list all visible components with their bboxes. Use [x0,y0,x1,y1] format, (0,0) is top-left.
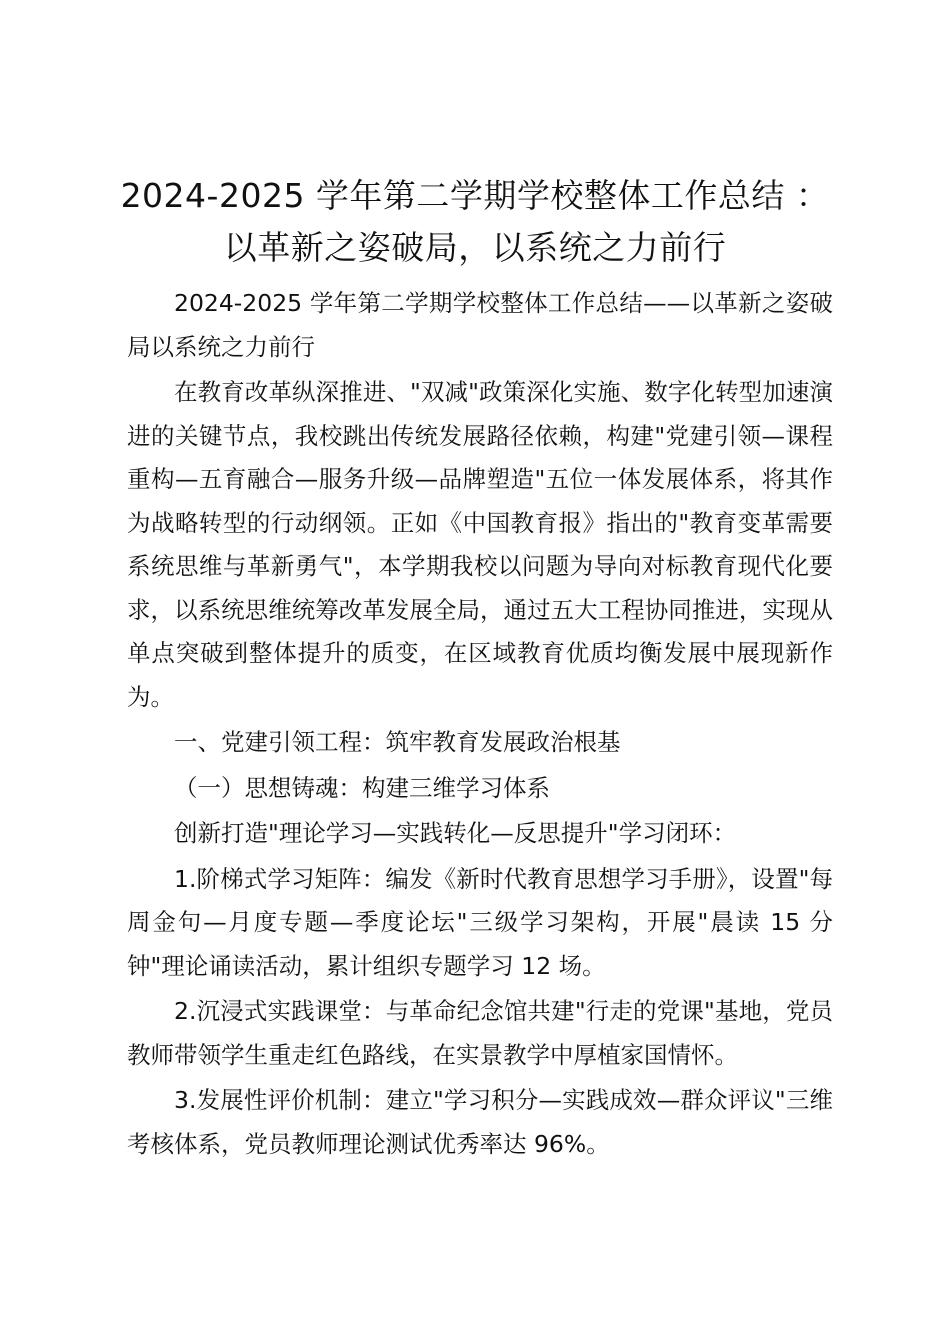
document-body [127,282,833,1166]
title-line-1: 2024-2025 学年第二学期学校整体工作总结 ： [120,176,830,215]
list-item-3: 3.发展性评价机制：建立"学习积分—实践成效—群众评议"三维考核体系，党员教师理论测试优秀率达 96%。 [127,1086,833,1158]
subsection-heading: （一）思想铸魂：构建三维学习体系 [174,773,550,802]
body-paragraph: 创新打造"理论学习—实践转化—反思提升"学习闭环： [174,819,737,847]
section-heading: 一、党建引领工程：筑牢教育发展政治根基 [174,728,621,756]
title-line-2: 以革新之姿破局，以系统之力前行 [223,228,727,267]
document-title [100,170,850,274]
subtitle-paragraph: 2024-2025 学年第二学期学校整体工作总结——以革新之姿破局以系统之力前行 [127,289,833,361]
list-item-2: 2.沉浸式实践课堂：与革命纪念馆共建"行走的党课"基地，党员教师带领学生重走红色路线，在实景教学中厚植家国情怀。 [127,997,833,1069]
list-item-1: 1.阶梯式学习矩阵：编发《新时代教育思想学习手册》，设置"每周金句—月度专题—季度论坛"三级学习架构，开展"晨读 15 分钟"理论诵读活动，累计组织专题学习 12 场。 [127,864,833,980]
intro-paragraph: 在教育改革纵深推进、"双减"政策深化实施、数字化转型加速演进的关键节点，我校跳出传统发展路径依赖，构建"党建引领—课程重构—五育融合—服务升级—品牌塑造"五位一体发展体系，将其作为战略转型的行动纲领。正如《中国教育报》指出的"教育变革需要系统思维与革新勇气"，本学期我校以问题为导向对标教育现代化要求，以系统思维统筹改革发展全局，通过五大工程协同推进，实现从单点突破到整体提升的质变，在区域教育优质均衡发展中展现新作为。 [127,378,833,711]
